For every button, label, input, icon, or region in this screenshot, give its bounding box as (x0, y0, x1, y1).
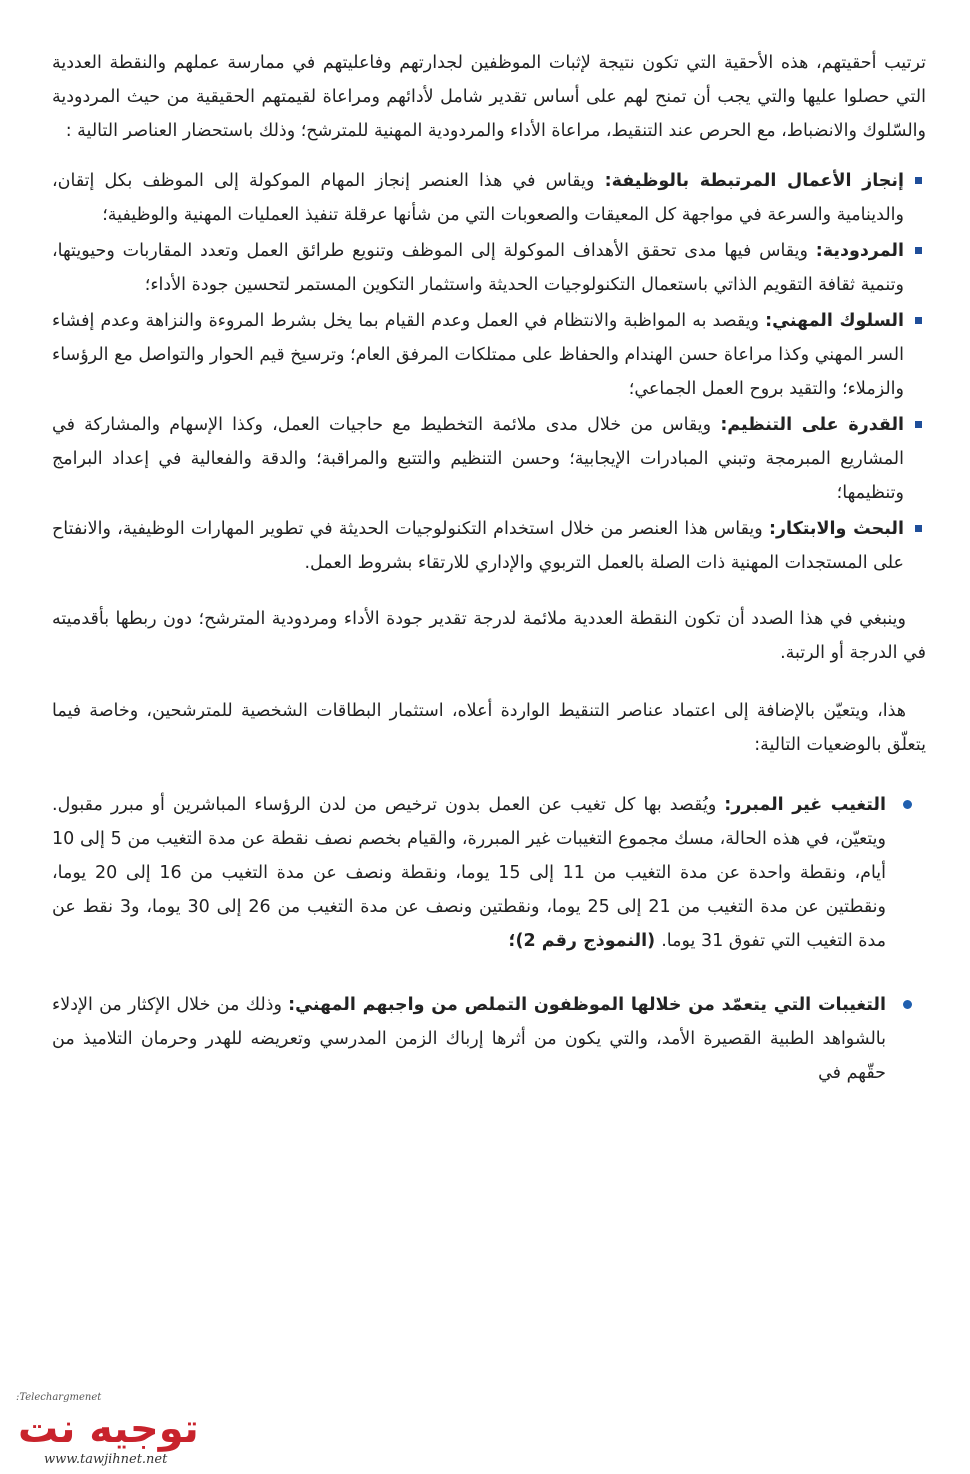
situation-text: ويُقصد بها كل تغيب عن العمل بدون ترخيص من لدن الرؤساء المباشرين أو مبرر مقبول. ويتعيّن، في هذه الحالة، مسك مجموع التغيبات غير المبررة، والقيام بخصم نصف نقطة عن مدة التغيب من 5 إلى 10 أيام، ونقطة واحدة عن مدة التغيب من 11 إلى 15 يوما، ونقطة ونصف عن مدة التغيب من 16 إلى 20 يوما، ونقطتين عن مدة التغيب من 21 إلى 25 يوما، ونقطتين ونصف عن مدة التغيب من 26 إلى 30 يوما، و3 نقط عن مدة التغيب التي تفوق 31 يوما. (52, 795, 887, 951)
list-item (52, 788, 926, 958)
watermark-logo (10, 1388, 210, 1472)
situation-text: وذلك من خلال الإكثار من الإدلاء بالشواهد الطبية القصيرة الأمد، والتي يكون من أثرها إرباك الزمن المدرسي وتعريضه للهدر وحرمان التلاميذ من حقّهم في (52, 995, 886, 1083)
criterion-text: ويقاس هذا العنصر من خلال استخدام التكنولوجيات الحديثة في تطوير المهارات الوظيفية، والانفتاح على المستجدات المهنية ذات الصلة بالعمل التربوي والإداري للارتقاء بشروط العمل. (52, 519, 904, 573)
situation-title: التغيبات التي يتعمّد من خلالها الموظفون التملص من واجبهم المهني: (288, 995, 886, 1015)
watermark-brand: توجيه نت (18, 1406, 199, 1452)
situations-list (52, 788, 926, 1090)
intro-paragraph: ترتيب أحقيتهم، هذه الأحقية التي تكون نتيجة لإثبات الموظفين لجدارتهم وفاعليتهم في ممارسة عملهم والنقطة العددية التي حصلوا عليها والتي يجب أن تمنح لهم على أساس تقدير شامل لأدائهم ومراعاة لقيمتهم الحقيقية من حيث المردودية والسّلوك والانضباط، مع الحرص عند التنقيط، مراعاة الأداء والمردودية المهنية للمترشح؛ وذلك باستحضار العناصر التالية : (52, 53, 926, 141)
list-item (52, 408, 926, 510)
watermark-url: www.tawjihnet.net (44, 1452, 168, 1467)
square-bullet-icon (915, 525, 922, 532)
square-bullet-icon (915, 421, 922, 428)
criterion-text: ويقاس فيها مدى تحقق الأهداف الموكولة إلى الموظف وتنويع طرائق العمل وتعدد المقاربات وحيويتها، وتنمية ثقافة التقويم الذاتي باستعمال التكنولوجيات الحديثة واستثمار التكوين المستمر لتحسين جودة الأداء؛ (52, 241, 904, 295)
rating-note-paragraph: وينبغي في هذا الصدد أن تكون النقطة العددية ملائمة لدرجة تقدير جودة الأداء ومردودية المترشح؛ دون ربطها بأقدميته في الدرجة أو الرتبة. (52, 609, 926, 663)
round-bullet-icon (903, 1000, 912, 1009)
square-bullet-icon (915, 247, 922, 254)
criterion-title: إنجاز الأعمال المرتبطة بالوظيفة: (604, 171, 904, 191)
list-item (52, 164, 926, 232)
square-bullet-icon (915, 177, 922, 184)
list-item (52, 304, 926, 406)
criterion-text: ويقصد به المواظبة والانتظام في العمل وعدم القيام بما يخل بشرط المروءة والنزاهة وعدم إفشاء السر المهني وكذا مراعاة حسن الهندام والحفاظ على ممتلكات المرفق العام؛ وترسيخ قيم الحوار والتواصل مع الرؤساء والزملاء؛ والتقيد بروح العمل الجماعي؛ (52, 311, 904, 399)
document-page (52, 46, 926, 1090)
criterion-title: القدرة على التنظيم: (720, 415, 905, 435)
criteria-list (52, 164, 926, 580)
list-item (52, 512, 926, 580)
situation-title: التغيب غير المبرر: (724, 795, 886, 815)
criterion-title: السلوك المهني: (765, 311, 904, 331)
criterion-text: ويقاس من خلال مدى ملائمة التخطيط مع حاجيات العمل، وكذا الإسهام والمشاركة في المشاريع المبرمجة وتبني المبادرات الإيجابية؛ وحسن التنظيم والتتبع والمراقبة؛ والدقة والفعالية في إعداد البرامج وتنظيمها؛ (52, 415, 904, 503)
list-item (52, 988, 926, 1090)
personal-cards-paragraph: هذا، ويتعيّن بالإضافة إلى اعتماد عناصر التنقيط الواردة أعلاه، استثمار البطاقات الشخصية للمترشحين، وخاصة فيما يتعلّق بالوضعيات التالية: (52, 701, 926, 755)
square-bullet-icon (915, 317, 922, 324)
list-item (52, 234, 926, 302)
model-reference: (النموذج رقم 2)؛ (508, 931, 662, 951)
round-bullet-icon (903, 800, 912, 809)
criterion-title: البحث والابتكار: (768, 519, 904, 539)
criterion-text: ويقاس في هذا العنصر إنجاز المهام الموكولة إلى الموظف بكل إتقان، والدينامية والسرعة في مواجهة كل المعيقات والصعوبات التي من شأنها عرقلة تنفيذ العمليات المهنية والوظيفية؛ (52, 171, 904, 225)
criterion-title: المردودية: (815, 241, 904, 261)
watermark-small-text: Telechargmenet: (16, 1392, 102, 1403)
